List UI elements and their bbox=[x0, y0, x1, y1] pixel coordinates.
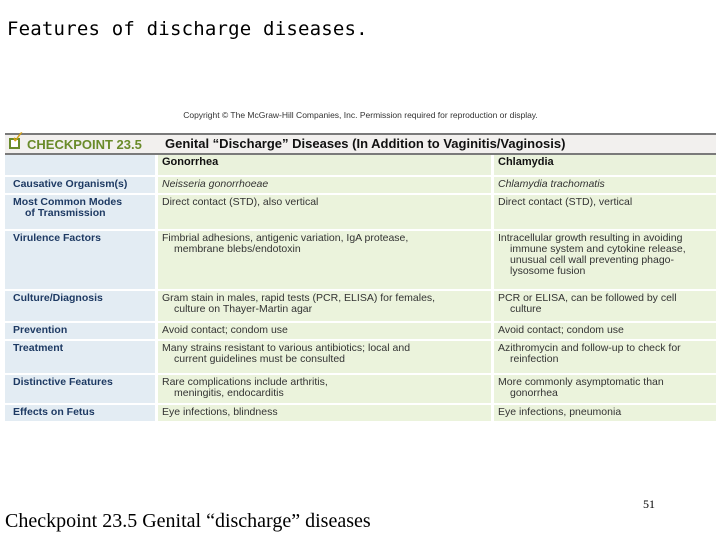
chlamydia-cell-line: gonorrhea bbox=[510, 387, 558, 399]
chlamydia-cell bbox=[491, 341, 716, 373]
chlamydia-cell-line: PCR or ELISA, can be followed by cell bbox=[498, 292, 677, 304]
chlamydia-cell bbox=[491, 177, 716, 193]
gonorrhea-cell-line: Neisseria gonorrhoeae bbox=[162, 178, 269, 190]
gonorrhea-cell-line: Many strains resistant to various antibiotics; local and bbox=[162, 342, 411, 354]
row-label bbox=[5, 375, 155, 403]
gonorrhea-cell bbox=[155, 231, 491, 289]
gonorrhea-cell-line: Gram stain in males, rapid tests (PCR, ELISA) for females, bbox=[162, 292, 436, 304]
row-label-line: of Transmission bbox=[25, 207, 106, 219]
gonorrhea-cell bbox=[155, 341, 491, 373]
copyright-notice: Copyright © The McGraw-Hill Companies, Inc. Permission required for reproduction or display. bbox=[183, 110, 538, 120]
row-label-line: Culture/Diagnosis bbox=[13, 292, 103, 304]
chlamydia-cell-line: Intracellular growth resulting in avoiding bbox=[498, 232, 683, 244]
chlamydia-cell-line: Avoid contact; condom use bbox=[498, 324, 624, 336]
chlamydia-cell-line: More commonly asymptomatic than bbox=[498, 376, 664, 388]
row-label-line: Distinctive Features bbox=[13, 376, 113, 388]
table-row bbox=[5, 195, 716, 231]
table-header-row bbox=[5, 155, 716, 177]
gonorrhea-cell-line: Eye infections, blindness bbox=[162, 406, 278, 418]
chlamydia-cell-line: Eye infections, pneumonia bbox=[498, 406, 622, 418]
checkpoint-title: Genital “Discharge” Diseases (In Addition to Vaginitis/Vaginosis) bbox=[165, 136, 566, 151]
checkpoint-header bbox=[5, 128, 716, 155]
chlamydia-cell-line: culture bbox=[510, 303, 542, 315]
row-label-line: Prevention bbox=[13, 324, 68, 336]
gonorrhea-cell bbox=[155, 195, 491, 229]
gonorrhea-cell bbox=[155, 291, 491, 321]
chlamydia-cell bbox=[491, 323, 716, 339]
row-label-line: Effects on Fetus bbox=[13, 406, 95, 418]
gonorrhea-cell bbox=[155, 375, 491, 403]
row-label bbox=[5, 231, 155, 289]
gonorrhea-cell-line: Fimbrial adhesions, antigenic variation, IgA protease, bbox=[162, 232, 409, 244]
header-cell-gonorrhea: Gonorrhea bbox=[155, 155, 491, 175]
chlamydia-cell-line: Azithromycin and follow-up to check for bbox=[498, 342, 681, 354]
chlamydia-cell-line: Chlamydia trachomatis bbox=[498, 178, 605, 190]
chlamydia-cell-line: Direct contact (STD), vertical bbox=[498, 196, 633, 208]
checkmark-icon: ✓ bbox=[11, 128, 26, 148]
slide-caption: Checkpoint 23.5 Genital “discharge” diseases bbox=[5, 510, 371, 532]
table-row bbox=[5, 323, 716, 341]
table-row bbox=[5, 375, 716, 405]
row-label bbox=[5, 341, 155, 373]
table-row bbox=[5, 231, 716, 291]
row-label-line: Most Common Modes bbox=[13, 196, 123, 208]
page-number: 51 bbox=[643, 497, 655, 511]
chlamydia-cell-line: lysosome fusion bbox=[510, 265, 586, 277]
row-label bbox=[5, 177, 155, 193]
gonorrhea-cell-line: meningitis, endocarditis bbox=[174, 387, 284, 399]
table-row bbox=[5, 291, 716, 323]
chlamydia-cell-line: unusual cell wall preventing phago- bbox=[510, 254, 675, 266]
chlamydia-cell bbox=[491, 231, 716, 289]
gonorrhea-cell bbox=[155, 323, 491, 339]
gonorrhea-cell bbox=[155, 405, 491, 421]
row-label bbox=[5, 195, 155, 229]
header-cell-chlamydia: Chlamydia bbox=[491, 155, 716, 175]
table-row bbox=[5, 177, 716, 195]
chlamydia-cell-line: immune system and cytokine release, bbox=[510, 243, 686, 255]
gonorrhea-cell-line: Rare complications include arthritis, bbox=[162, 376, 328, 388]
table-row bbox=[5, 405, 716, 423]
chlamydia-cell bbox=[491, 375, 716, 403]
table-row bbox=[5, 341, 716, 375]
row-label bbox=[5, 323, 155, 339]
row-label bbox=[5, 291, 155, 321]
checkpoint-figure bbox=[5, 108, 716, 426]
header-cell-empty bbox=[5, 155, 155, 175]
chlamydia-cell-line: reinfection bbox=[510, 353, 559, 365]
gonorrhea-cell-line: culture on Thayer-Martin agar bbox=[174, 303, 313, 315]
gonorrhea-cell-line: Avoid contact; condom use bbox=[162, 324, 288, 336]
row-label-line: Causative Organism(s) bbox=[13, 178, 128, 190]
row-label-line: Virulence Factors bbox=[13, 232, 101, 244]
chlamydia-cell bbox=[491, 405, 716, 421]
row-label-line: Treatment bbox=[13, 342, 64, 354]
gonorrhea-cell-line: current guidelines must be consulted bbox=[174, 353, 346, 365]
chlamydia-cell bbox=[491, 195, 716, 229]
gonorrhea-cell-line: membrane blebs/endotoxin bbox=[174, 243, 301, 255]
checkpoint-label: CHECKPOINT 23.5 bbox=[27, 137, 142, 152]
slide-title: Features of discharge diseases. bbox=[7, 18, 368, 40]
chlamydia-cell bbox=[491, 291, 716, 321]
row-label bbox=[5, 405, 155, 421]
gonorrhea-cell bbox=[155, 177, 491, 193]
gonorrhea-cell-line: Direct contact (STD), also vertical bbox=[162, 196, 319, 208]
